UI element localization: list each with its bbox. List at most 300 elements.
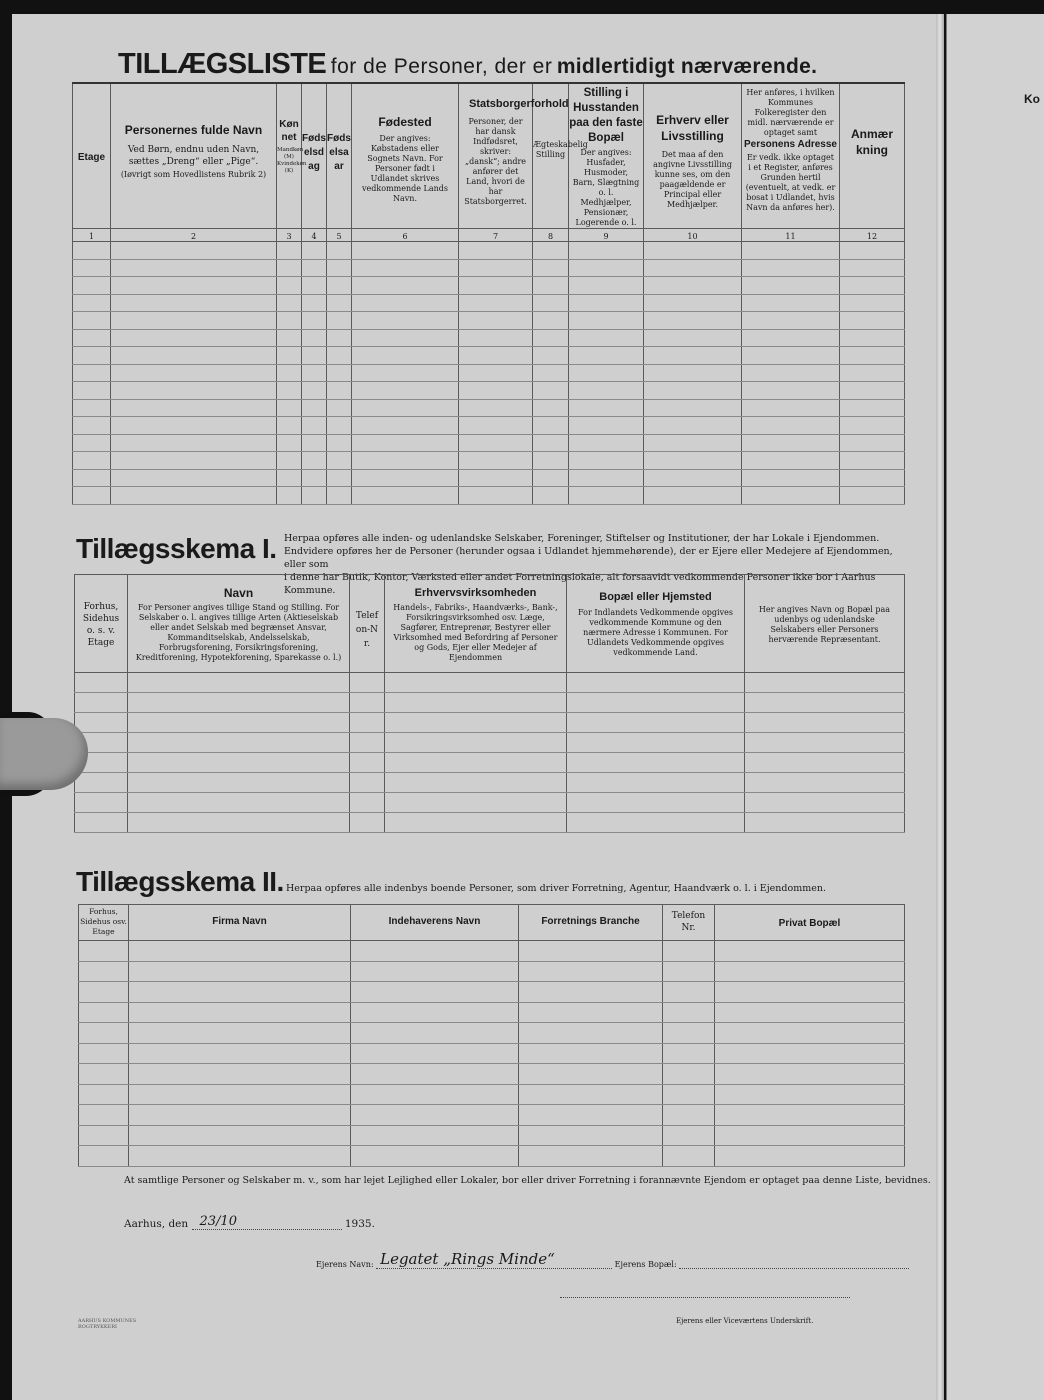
table-cell[interactable] bbox=[533, 294, 569, 312]
table-cell[interactable] bbox=[644, 347, 742, 365]
table-cell[interactable] bbox=[277, 277, 302, 295]
table-cell[interactable] bbox=[327, 434, 352, 452]
table-cell[interactable] bbox=[327, 452, 352, 470]
table-cell[interactable] bbox=[327, 277, 352, 295]
table-cell[interactable] bbox=[567, 673, 745, 693]
table-cell[interactable] bbox=[840, 434, 905, 452]
table-cell[interactable] bbox=[533, 347, 569, 365]
table-cell[interactable] bbox=[663, 1043, 715, 1064]
table-cell[interactable] bbox=[73, 382, 111, 400]
table-cell[interactable] bbox=[111, 382, 277, 400]
table-cell[interactable] bbox=[459, 329, 533, 347]
skema2-table bbox=[78, 904, 905, 1167]
table-cell[interactable] bbox=[715, 1002, 905, 1023]
table-cell[interactable] bbox=[459, 364, 533, 382]
table-cell[interactable] bbox=[644, 312, 742, 330]
table-cell[interactable] bbox=[351, 982, 519, 1003]
table-cell[interactable] bbox=[715, 982, 905, 1003]
table-cell[interactable] bbox=[111, 347, 277, 365]
table-cell[interactable] bbox=[129, 982, 351, 1003]
table-cell[interactable] bbox=[350, 713, 385, 733]
table-cell[interactable] bbox=[459, 347, 533, 365]
table-cell[interactable] bbox=[79, 1125, 129, 1146]
table-cell[interactable] bbox=[352, 399, 459, 417]
table-cell[interactable] bbox=[327, 399, 352, 417]
table-cell[interactable] bbox=[352, 364, 459, 382]
table-cell[interactable] bbox=[519, 941, 663, 962]
table-cell[interactable] bbox=[742, 469, 840, 487]
table-cell[interactable] bbox=[351, 961, 519, 982]
table-cell[interactable] bbox=[715, 1084, 905, 1105]
table-cell[interactable] bbox=[385, 673, 567, 693]
table-cell[interactable] bbox=[459, 469, 533, 487]
table-cell[interactable] bbox=[715, 1146, 905, 1167]
table-cell[interactable] bbox=[79, 1002, 129, 1023]
table-cell[interactable] bbox=[302, 469, 327, 487]
table-cell[interactable] bbox=[519, 1084, 663, 1105]
table-cell[interactable] bbox=[111, 277, 277, 295]
table-cell[interactable] bbox=[840, 259, 905, 277]
table-cell[interactable] bbox=[742, 259, 840, 277]
table-cell[interactable] bbox=[567, 813, 745, 833]
table-cell[interactable] bbox=[840, 277, 905, 295]
table-cell[interactable] bbox=[742, 242, 840, 260]
table-cell[interactable] bbox=[459, 277, 533, 295]
table-cell[interactable] bbox=[75, 673, 128, 693]
table-cell[interactable] bbox=[277, 347, 302, 365]
table-cell[interactable] bbox=[459, 294, 533, 312]
table-cell[interactable] bbox=[351, 1002, 519, 1023]
table-cell[interactable] bbox=[644, 242, 742, 260]
table-cell[interactable] bbox=[569, 364, 644, 382]
table-cell[interactable] bbox=[569, 294, 644, 312]
table-cell[interactable] bbox=[715, 1105, 905, 1126]
table-cell[interactable] bbox=[745, 733, 905, 753]
table-cell[interactable] bbox=[73, 312, 111, 330]
table-cell[interactable] bbox=[73, 347, 111, 365]
table-cell[interactable] bbox=[351, 1105, 519, 1126]
table-cell[interactable] bbox=[840, 417, 905, 435]
table-cell[interactable] bbox=[459, 487, 533, 505]
table-cell[interactable] bbox=[742, 417, 840, 435]
table-cell[interactable] bbox=[75, 713, 128, 733]
table-cell[interactable] bbox=[644, 382, 742, 400]
table-cell[interactable] bbox=[350, 773, 385, 793]
signature-field bbox=[560, 1297, 850, 1298]
table-cell[interactable] bbox=[644, 434, 742, 452]
table-cell[interactable] bbox=[519, 1105, 663, 1126]
table-cell[interactable] bbox=[73, 329, 111, 347]
table-cell[interactable] bbox=[459, 417, 533, 435]
table-cell[interactable] bbox=[663, 1084, 715, 1105]
table-cell[interactable] bbox=[742, 434, 840, 452]
table-cell[interactable] bbox=[350, 813, 385, 833]
table-cell[interactable] bbox=[533, 312, 569, 330]
table-cell[interactable] bbox=[385, 733, 567, 753]
table-cell[interactable] bbox=[519, 1043, 663, 1064]
table-cell[interactable] bbox=[73, 364, 111, 382]
table-cell[interactable] bbox=[73, 242, 111, 260]
table-cell[interactable] bbox=[79, 941, 129, 962]
table-cell[interactable] bbox=[111, 487, 277, 505]
table-cell[interactable] bbox=[73, 259, 111, 277]
table-cell[interactable] bbox=[519, 961, 663, 982]
table-cell[interactable] bbox=[663, 1064, 715, 1085]
table-cell[interactable] bbox=[302, 259, 327, 277]
table-cell[interactable] bbox=[302, 452, 327, 470]
table-cell[interactable] bbox=[663, 1125, 715, 1146]
table-cell[interactable] bbox=[745, 713, 905, 733]
table-cell[interactable] bbox=[327, 312, 352, 330]
table-cell[interactable] bbox=[128, 673, 350, 693]
table-cell[interactable] bbox=[533, 382, 569, 400]
table-cell[interactable] bbox=[569, 347, 644, 365]
table-cell[interactable] bbox=[352, 347, 459, 365]
table-cell[interactable] bbox=[128, 753, 350, 773]
table-cell[interactable] bbox=[352, 487, 459, 505]
table-cell[interactable] bbox=[533, 277, 569, 295]
table-cell[interactable] bbox=[351, 1043, 519, 1064]
table-cell[interactable] bbox=[75, 693, 128, 713]
table-cell[interactable] bbox=[567, 753, 745, 773]
table-cell[interactable] bbox=[111, 294, 277, 312]
table-cell[interactable] bbox=[73, 452, 111, 470]
table-cell[interactable] bbox=[459, 242, 533, 260]
table-cell[interactable] bbox=[459, 382, 533, 400]
table-cell[interactable] bbox=[840, 399, 905, 417]
table-cell[interactable] bbox=[351, 1125, 519, 1146]
table-cell[interactable] bbox=[840, 242, 905, 260]
table-cell[interactable] bbox=[111, 259, 277, 277]
column-number: 5 bbox=[327, 229, 352, 242]
table-cell[interactable] bbox=[569, 417, 644, 435]
table-cell[interactable] bbox=[129, 1002, 351, 1023]
table-cell[interactable] bbox=[302, 434, 327, 452]
table-cell[interactable] bbox=[327, 469, 352, 487]
table-cell[interactable] bbox=[644, 452, 742, 470]
table-cell[interactable] bbox=[277, 399, 302, 417]
table-cell[interactable] bbox=[663, 1023, 715, 1044]
table-cell[interactable] bbox=[569, 277, 644, 295]
table-cell[interactable] bbox=[350, 673, 385, 693]
table-cell[interactable] bbox=[79, 1084, 129, 1105]
table-cell[interactable] bbox=[644, 277, 742, 295]
table-cell[interactable] bbox=[742, 452, 840, 470]
table-cell[interactable] bbox=[533, 364, 569, 382]
table-cell[interactable] bbox=[302, 364, 327, 382]
table-cell[interactable] bbox=[79, 961, 129, 982]
table-cell[interactable] bbox=[128, 813, 350, 833]
table-cell[interactable] bbox=[327, 382, 352, 400]
table-cell[interactable] bbox=[840, 294, 905, 312]
table-cell[interactable] bbox=[644, 294, 742, 312]
table-cell[interactable] bbox=[79, 1146, 129, 1167]
table-cell[interactable] bbox=[302, 417, 327, 435]
table-cell[interactable] bbox=[327, 364, 352, 382]
table-cell[interactable] bbox=[128, 773, 350, 793]
table-cell[interactable] bbox=[351, 1084, 519, 1105]
table-cell[interactable] bbox=[569, 382, 644, 400]
table-cell[interactable] bbox=[111, 434, 277, 452]
table-cell[interactable] bbox=[111, 242, 277, 260]
table-cell[interactable] bbox=[277, 294, 302, 312]
table-cell[interactable] bbox=[569, 242, 644, 260]
table-cell[interactable] bbox=[350, 693, 385, 713]
table-cell[interactable] bbox=[567, 793, 745, 813]
table-cell[interactable] bbox=[385, 713, 567, 733]
table-cell[interactable] bbox=[519, 1146, 663, 1167]
skema2-title: Tillægsskema II. bbox=[76, 866, 284, 897]
table-cell[interactable] bbox=[327, 487, 352, 505]
table-cell[interactable] bbox=[73, 417, 111, 435]
table-cell[interactable] bbox=[644, 469, 742, 487]
table-cell[interactable] bbox=[111, 469, 277, 487]
table-cell[interactable] bbox=[327, 259, 352, 277]
table-row bbox=[79, 1064, 905, 1085]
table-cell[interactable] bbox=[327, 294, 352, 312]
table-cell[interactable] bbox=[663, 982, 715, 1003]
table-cell[interactable] bbox=[352, 259, 459, 277]
table-cell[interactable] bbox=[569, 487, 644, 505]
table-cell[interactable] bbox=[350, 733, 385, 753]
table-cell[interactable] bbox=[385, 753, 567, 773]
table-cell[interactable] bbox=[352, 294, 459, 312]
table-cell[interactable] bbox=[745, 753, 905, 773]
table-cell[interactable] bbox=[327, 347, 352, 365]
table-cell[interactable] bbox=[644, 364, 742, 382]
table-cell[interactable] bbox=[129, 1105, 351, 1126]
table-cell[interactable] bbox=[533, 259, 569, 277]
table-cell[interactable] bbox=[742, 312, 840, 330]
col-stilling: Stilling i Husstanden paa den faste Bopæl Der angives: Husfader, Husmoder, Barn, Slægtning o. l. Medhjælper, Pensionær, Logerende o. l. bbox=[569, 83, 644, 229]
table-cell[interactable] bbox=[533, 434, 569, 452]
table-cell[interactable] bbox=[742, 294, 840, 312]
table-cell[interactable] bbox=[745, 793, 905, 813]
table-cell[interactable] bbox=[742, 382, 840, 400]
table-cell[interactable] bbox=[73, 277, 111, 295]
table-cell[interactable] bbox=[277, 434, 302, 452]
table-cell[interactable] bbox=[569, 399, 644, 417]
table-cell[interactable] bbox=[742, 277, 840, 295]
table-cell[interactable] bbox=[277, 312, 302, 330]
table-cell[interactable] bbox=[519, 1125, 663, 1146]
table-cell[interactable] bbox=[385, 793, 567, 813]
table-cell[interactable] bbox=[79, 982, 129, 1003]
table-cell[interactable] bbox=[352, 469, 459, 487]
table-cell[interactable] bbox=[277, 364, 302, 382]
table-cell[interactable] bbox=[644, 487, 742, 505]
table-cell[interactable] bbox=[385, 813, 567, 833]
table-cell[interactable] bbox=[533, 399, 569, 417]
table-cell[interactable] bbox=[129, 961, 351, 982]
table-cell[interactable] bbox=[277, 329, 302, 347]
table-cell[interactable] bbox=[129, 1125, 351, 1146]
table-cell[interactable] bbox=[533, 417, 569, 435]
table-cell[interactable] bbox=[75, 813, 128, 833]
table-cell[interactable] bbox=[840, 469, 905, 487]
table-cell[interactable] bbox=[715, 1064, 905, 1085]
table-cell[interactable] bbox=[129, 1084, 351, 1105]
table-cell[interactable] bbox=[459, 399, 533, 417]
table-cell[interactable] bbox=[73, 294, 111, 312]
table-cell[interactable] bbox=[533, 469, 569, 487]
table-cell[interactable] bbox=[715, 1023, 905, 1044]
owner-line bbox=[316, 1250, 909, 1269]
table-cell[interactable] bbox=[352, 434, 459, 452]
table-cell[interactable] bbox=[79, 1023, 129, 1044]
table-cell[interactable] bbox=[742, 329, 840, 347]
table-cell[interactable] bbox=[569, 452, 644, 470]
table-cell[interactable] bbox=[75, 773, 128, 793]
table-cell[interactable] bbox=[302, 487, 327, 505]
table-cell[interactable] bbox=[73, 469, 111, 487]
table-cell[interactable] bbox=[111, 417, 277, 435]
table-cell[interactable] bbox=[745, 693, 905, 713]
table-cell[interactable] bbox=[111, 399, 277, 417]
table-cell[interactable] bbox=[111, 312, 277, 330]
table-cell[interactable] bbox=[715, 941, 905, 962]
table-cell[interactable] bbox=[277, 417, 302, 435]
table-cell[interactable] bbox=[840, 382, 905, 400]
table-cell[interactable] bbox=[352, 417, 459, 435]
table-cell[interactable] bbox=[79, 1105, 129, 1126]
table-cell[interactable] bbox=[663, 961, 715, 982]
table-cell[interactable] bbox=[567, 713, 745, 733]
table-cell[interactable] bbox=[715, 1043, 905, 1064]
table-cell[interactable] bbox=[385, 773, 567, 793]
table-cell[interactable] bbox=[327, 417, 352, 435]
table-cell[interactable] bbox=[129, 941, 351, 962]
table-cell[interactable] bbox=[73, 399, 111, 417]
table-cell[interactable] bbox=[352, 329, 459, 347]
table-cell[interactable] bbox=[519, 1002, 663, 1023]
table-cell[interactable] bbox=[352, 312, 459, 330]
table-cell[interactable] bbox=[129, 1043, 351, 1064]
table-cell[interactable] bbox=[352, 242, 459, 260]
table-cell[interactable] bbox=[302, 312, 327, 330]
table-cell[interactable] bbox=[277, 382, 302, 400]
table-cell[interactable] bbox=[745, 813, 905, 833]
table-cell[interactable] bbox=[567, 733, 745, 753]
table-cell[interactable] bbox=[277, 469, 302, 487]
table-cell[interactable] bbox=[277, 452, 302, 470]
table-cell[interactable] bbox=[73, 434, 111, 452]
table-cell[interactable] bbox=[519, 1023, 663, 1044]
table-cell[interactable] bbox=[840, 364, 905, 382]
table-cell[interactable] bbox=[129, 1023, 351, 1044]
table-cell[interactable] bbox=[302, 382, 327, 400]
table-cell[interactable] bbox=[745, 673, 905, 693]
table-cell[interactable] bbox=[277, 242, 302, 260]
table-cell[interactable] bbox=[742, 399, 840, 417]
table-cell[interactable] bbox=[352, 382, 459, 400]
table-cell[interactable] bbox=[663, 1002, 715, 1023]
table-cell[interactable] bbox=[128, 793, 350, 813]
table-cell[interactable] bbox=[73, 487, 111, 505]
table-cell[interactable] bbox=[277, 259, 302, 277]
table-cell[interactable] bbox=[644, 329, 742, 347]
table-cell[interactable] bbox=[352, 452, 459, 470]
table-cell[interactable] bbox=[533, 487, 569, 505]
table-cell[interactable] bbox=[567, 773, 745, 793]
table-cell[interactable] bbox=[663, 1105, 715, 1126]
table-cell[interactable] bbox=[302, 294, 327, 312]
table-cell[interactable] bbox=[715, 1125, 905, 1146]
table-cell[interactable] bbox=[327, 242, 352, 260]
table-cell[interactable] bbox=[128, 693, 350, 713]
table-cell[interactable] bbox=[385, 693, 567, 713]
table-cell[interactable] bbox=[111, 329, 277, 347]
table-cell[interactable] bbox=[350, 793, 385, 813]
table-cell[interactable] bbox=[351, 941, 519, 962]
table-cell[interactable] bbox=[742, 347, 840, 365]
table-cell[interactable] bbox=[327, 329, 352, 347]
table-cell[interactable] bbox=[644, 417, 742, 435]
table-cell[interactable] bbox=[742, 364, 840, 382]
table-cell[interactable] bbox=[569, 312, 644, 330]
table-cell[interactable] bbox=[663, 1146, 715, 1167]
table-cell[interactable] bbox=[569, 329, 644, 347]
table-cell[interactable] bbox=[75, 793, 128, 813]
table-cell[interactable] bbox=[128, 733, 350, 753]
table-cell[interactable] bbox=[351, 1023, 519, 1044]
table-cell[interactable] bbox=[644, 399, 742, 417]
table-cell[interactable] bbox=[350, 753, 385, 773]
main-register-table bbox=[72, 82, 905, 505]
table-cell[interactable] bbox=[569, 469, 644, 487]
table-cell[interactable] bbox=[302, 329, 327, 347]
table-cell[interactable] bbox=[129, 1064, 351, 1085]
table-cell[interactable] bbox=[459, 259, 533, 277]
table-cell[interactable] bbox=[79, 1064, 129, 1085]
table-cell[interactable] bbox=[663, 941, 715, 962]
table-cell[interactable] bbox=[459, 452, 533, 470]
table-cell[interactable] bbox=[569, 259, 644, 277]
table-cell[interactable] bbox=[352, 277, 459, 295]
table-cell[interactable] bbox=[840, 487, 905, 505]
table-cell[interactable] bbox=[567, 693, 745, 713]
table-cell[interactable] bbox=[715, 961, 905, 982]
table-cell[interactable] bbox=[277, 487, 302, 505]
table-cell[interactable] bbox=[840, 347, 905, 365]
table-cell[interactable] bbox=[519, 982, 663, 1003]
table-cell[interactable] bbox=[519, 1064, 663, 1085]
table-cell[interactable] bbox=[840, 329, 905, 347]
table-cell[interactable] bbox=[745, 773, 905, 793]
table-cell[interactable] bbox=[111, 364, 277, 382]
table-cell[interactable] bbox=[569, 434, 644, 452]
table-cell[interactable] bbox=[644, 259, 742, 277]
table-cell[interactable] bbox=[351, 1064, 519, 1085]
table-cell[interactable] bbox=[533, 242, 569, 260]
table-cell[interactable] bbox=[128, 713, 350, 733]
table-cell[interactable] bbox=[111, 452, 277, 470]
table-cell[interactable] bbox=[302, 347, 327, 365]
table-cell[interactable] bbox=[79, 1043, 129, 1064]
table-cell[interactable] bbox=[840, 452, 905, 470]
table-cell[interactable] bbox=[351, 1146, 519, 1167]
table-cell[interactable] bbox=[840, 312, 905, 330]
table-cell[interactable] bbox=[302, 399, 327, 417]
table-cell[interactable] bbox=[129, 1146, 351, 1167]
table-cell[interactable] bbox=[533, 452, 569, 470]
table-cell[interactable] bbox=[302, 277, 327, 295]
table-cell[interactable] bbox=[302, 242, 327, 260]
table-cell[interactable] bbox=[533, 329, 569, 347]
table-cell[interactable] bbox=[459, 312, 533, 330]
table-cell[interactable] bbox=[459, 434, 533, 452]
table-cell[interactable] bbox=[742, 487, 840, 505]
